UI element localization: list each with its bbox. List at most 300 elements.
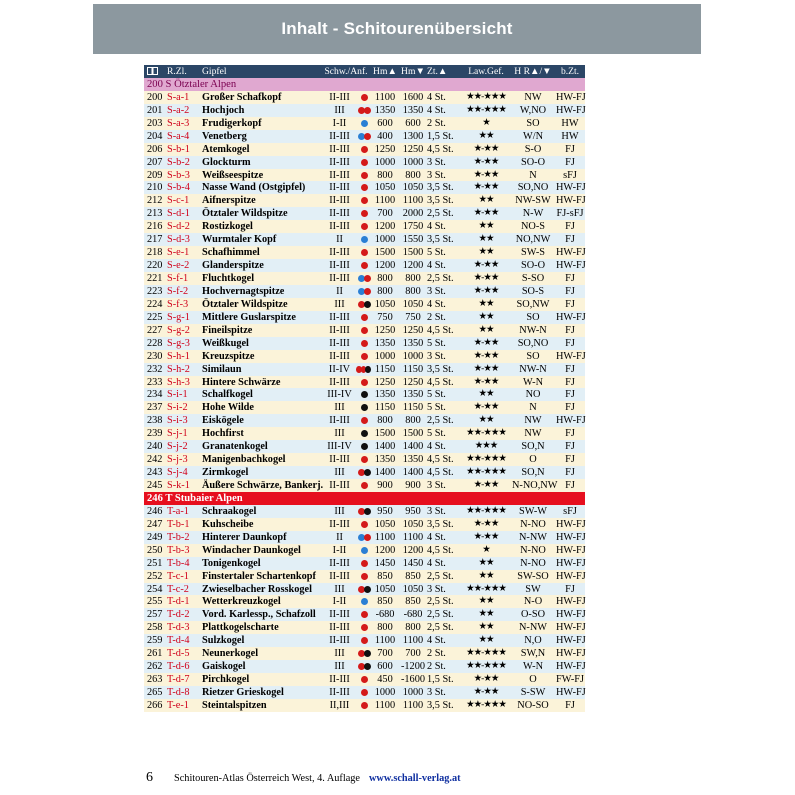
avalanche-rating: ★★ (478, 298, 494, 309)
slope-aspect: NW (524, 415, 542, 427)
route-code: S-e-1 (167, 247, 190, 259)
ascent-time: 3,5 St. (427, 518, 454, 530)
best-season: FJ (565, 324, 575, 336)
route-code: T-b-3 (167, 544, 190, 556)
summit-name: Mittlere Guslarspitze (202, 311, 296, 323)
best-season: FJ (565, 273, 575, 284)
table-row[interactable] (144, 531, 585, 544)
difficulty: III (334, 583, 345, 595)
summit-name: Tonigenkogel (202, 557, 261, 569)
tour-number: 262 (147, 661, 163, 673)
best-season: HW-FJ (556, 661, 586, 673)
difficulty: II-III (329, 260, 350, 272)
summit-name: Granatenkogel (202, 441, 268, 453)
table-row[interactable] (144, 466, 585, 479)
ascent-time: 3 St. (427, 505, 446, 517)
ascent-time: 3 St. (427, 350, 446, 362)
table-row[interactable] (144, 570, 585, 583)
tour-number: 232 (147, 363, 163, 375)
route-code: T-d-5 (167, 648, 190, 660)
avalanche-rating: ★★ (478, 324, 494, 335)
ascent-meters: 700 (377, 208, 393, 220)
tour-number: 204 (147, 130, 163, 142)
slope-aspect: SW,N (520, 648, 546, 660)
difficulty-dot-icon (364, 301, 371, 308)
tour-table (144, 65, 585, 712)
descent-meters: 1000 (402, 687, 424, 698)
difficulty-dot-icon (361, 159, 368, 166)
avalanche-rating: ★★ (478, 389, 494, 400)
summit-name: Ötztaler Wildspitze (202, 298, 288, 310)
header-law: Law.Gef. (468, 66, 504, 77)
ascent-time: 4 St. (427, 104, 446, 116)
table-row[interactable] (144, 634, 585, 647)
ascent-time: 3 St. (427, 583, 446, 595)
table-row[interactable] (144, 298, 585, 311)
slope-aspect: SO (526, 311, 540, 323)
route-code: S-a-3 (167, 117, 190, 129)
ascent-time: 4 St. (427, 260, 446, 272)
page-banner (93, 4, 701, 54)
difficulty: II-III (329, 518, 350, 530)
difficulty-dot-icon (361, 547, 368, 554)
slope-aspect: N-NO (520, 544, 546, 556)
tour-number: 201 (147, 104, 163, 116)
tour-number: 250 (147, 544, 163, 556)
difficulty-dot-icon (361, 94, 368, 101)
summit-name: Hohe Wilde (202, 402, 254, 414)
descent-meters: 1100 (402, 531, 424, 543)
summit-name: Fluchtkogel (202, 273, 255, 284)
route-code: S-h-3 (167, 376, 190, 388)
ascent-meters: 1050 (374, 182, 396, 194)
table-row[interactable] (144, 363, 585, 376)
header-gipfel: Gipfel (202, 66, 227, 77)
route-code: S-b-2 (167, 156, 190, 168)
difficulty-dot-icon (364, 275, 371, 282)
slope-aspect: SW-S (520, 247, 546, 259)
header-hm-up: Hm▲ (373, 66, 397, 77)
route-code: S-j-3 (167, 454, 188, 466)
tour-number: 265 (147, 687, 163, 698)
ascent-time: 4 St. (427, 441, 446, 453)
route-code: S-c-1 (167, 195, 190, 207)
ascent-meters: 800 (377, 285, 393, 297)
descent-meters: 1350 (402, 104, 424, 116)
descent-meters: 800 (405, 169, 421, 181)
difficulty-dots (359, 660, 373, 673)
ascent-meters: 1050 (374, 298, 396, 310)
slope-aspect: W/N (522, 130, 543, 142)
tour-number: 221 (147, 273, 163, 284)
difficulty-dot-icon (361, 236, 368, 243)
tour-number: 233 (147, 376, 163, 388)
tour-number: 218 (147, 247, 163, 259)
ascent-time: 4 St. (427, 91, 446, 103)
best-season: FJ (565, 480, 575, 491)
descent-meters: 800 (405, 415, 421, 427)
table-row[interactable] (144, 557, 585, 570)
difficulty-dots (359, 272, 373, 285)
avalanche-rating: ★★ (478, 311, 494, 322)
best-season: HW-FJ (556, 195, 586, 207)
ascent-meters: 1250 (374, 143, 396, 155)
summit-name: Hinterer Daunkopf (202, 531, 287, 543)
slope-aspect: NW (524, 91, 542, 103)
avalanche-rating: ★★-★★★ (466, 104, 506, 115)
tour-number: 240 (147, 441, 163, 453)
slope-aspect: NO-SO (517, 699, 549, 711)
difficulty-dot-icon (361, 391, 368, 398)
difficulty-dots (359, 583, 373, 596)
table-row[interactable] (144, 621, 585, 634)
table-row[interactable] (144, 595, 585, 608)
slope-aspect: S-SW (520, 687, 546, 698)
ascent-meters: 1050 (374, 518, 396, 530)
best-season: sFJ (563, 505, 577, 517)
descent-meters: 800 (405, 273, 421, 284)
difficulty-dots (359, 505, 373, 518)
descent-meters: 1600 (402, 91, 424, 103)
difficulty: II-III (329, 143, 350, 155)
table-row[interactable] (144, 233, 585, 246)
ascent-time: 2 St. (427, 661, 446, 673)
route-code: S-b-4 (167, 182, 190, 194)
ascent-meters: 1350 (374, 104, 396, 116)
slope-aspect: N-NO,NW (512, 480, 558, 491)
slope-aspect: NW-SW (515, 195, 551, 207)
descent-meters: 850 (405, 596, 421, 608)
table-row[interactable] (144, 608, 585, 621)
route-code: T-d-4 (167, 635, 190, 647)
difficulty: II-III (329, 91, 350, 103)
difficulty: II-III (329, 182, 350, 194)
best-season: HW-FJ (556, 91, 586, 103)
difficulty-dot-icon (361, 223, 368, 230)
table-row[interactable] (144, 311, 585, 324)
table-row[interactable] (144, 699, 585, 712)
table-row[interactable] (144, 194, 585, 207)
tour-number: 234 (147, 389, 163, 401)
best-season: HW-FJ (556, 622, 586, 634)
ascent-meters: 600 (377, 117, 393, 129)
header-hm-down: Hm▼ (401, 66, 425, 77)
header-schw: Schw./Anf. (324, 66, 368, 77)
table-row[interactable] (144, 259, 585, 272)
best-season: FJ (565, 699, 575, 711)
ascent-meters: 450 (377, 674, 393, 686)
summit-name: Wurmtaler Kopf (202, 234, 277, 246)
difficulty: II-III (329, 156, 350, 168)
avalanche-rating: ★-★★ (473, 480, 499, 490)
route-code: S-b-3 (167, 169, 190, 181)
table-row[interactable] (144, 117, 585, 130)
difficulty-dot-icon (364, 586, 371, 593)
best-season: FJ (565, 143, 575, 155)
table-row[interactable] (144, 324, 585, 337)
best-season: FJ-sFJ (556, 208, 584, 220)
ascent-meters: 1350 (374, 454, 396, 466)
difficulty-dot-icon (361, 327, 368, 334)
slope-aspect: SO,NO (517, 182, 549, 194)
route-code: S-j-2 (167, 441, 188, 453)
summit-name: Aifnerspitze (202, 195, 256, 207)
route-code: S-j-4 (167, 467, 188, 479)
route-code: S-d-3 (167, 234, 190, 246)
difficulty-dots (359, 285, 373, 298)
ascent-meters: 1050 (374, 583, 396, 595)
difficulty-dot-icon (361, 417, 368, 424)
table-row[interactable] (144, 479, 585, 492)
route-code: S-k-1 (167, 480, 190, 491)
summit-name: Glanderspitze (202, 260, 264, 272)
difficulty: II-III (329, 337, 350, 349)
summit-name: Venetberg (202, 130, 247, 142)
avalanche-rating: ★★ (478, 570, 494, 581)
difficulty-dot-icon (361, 560, 368, 567)
tour-number: 246 (147, 505, 163, 517)
slope-aspect: SO-O (520, 156, 546, 168)
table-row[interactable] (144, 388, 585, 401)
avalanche-rating: ★-★★ (473, 402, 499, 413)
ascent-meters: 800 (377, 415, 393, 427)
ascent-meters: 1200 (374, 260, 396, 272)
summit-name: Hochjoch (202, 104, 245, 116)
difficulty: II (336, 285, 343, 297)
route-code: S-a-4 (167, 130, 190, 142)
publisher-link[interactable]: www.schall-verlag.at (369, 773, 461, 784)
table-row[interactable] (144, 414, 585, 427)
avalanche-rating: ★★★ (474, 441, 498, 452)
tour-number: 230 (147, 350, 163, 362)
difficulty: II-III (329, 324, 350, 336)
avalanche-rating: ★★ (478, 635, 494, 646)
tour-number: 238 (147, 415, 163, 427)
best-season: FJ (565, 298, 575, 310)
route-code: S-h-1 (167, 350, 190, 362)
table-row[interactable] (144, 220, 585, 233)
ascent-time: 2,5 St. (427, 415, 454, 427)
table-row[interactable] (144, 246, 585, 259)
best-season: HW-FJ (556, 635, 586, 647)
tour-number: 217 (147, 234, 163, 246)
ascent-meters: 1000 (374, 350, 396, 362)
avalanche-rating: ★-★★ (473, 208, 499, 219)
descent-meters: 1200 (402, 260, 424, 272)
table-row[interactable] (144, 181, 585, 194)
slope-aspect: NW-N (519, 324, 547, 336)
tour-number: 243 (147, 467, 163, 479)
section-title: 200 S Ötztaler Alpen (147, 78, 237, 90)
best-season: FJ (565, 467, 575, 479)
best-season: sFJ (563, 169, 577, 181)
best-season: FJ (565, 376, 575, 388)
summit-name: Weißseespitze (202, 169, 264, 181)
difficulty-dot-icon (361, 482, 368, 489)
table-header (144, 65, 585, 78)
table-row[interactable] (144, 518, 585, 531)
table-row[interactable] (144, 130, 585, 143)
tour-number: 216 (147, 221, 163, 233)
route-code: T-d-6 (167, 661, 190, 673)
table-row[interactable] (144, 376, 585, 389)
table-row[interactable] (144, 285, 585, 298)
route-code: T-c-1 (167, 570, 189, 582)
slope-aspect: S-SO (521, 273, 545, 284)
tour-number: 224 (147, 298, 163, 310)
table-row[interactable] (144, 143, 585, 156)
difficulty-dot-icon (364, 469, 371, 476)
table-row[interactable] (144, 453, 585, 466)
section-header (144, 78, 585, 91)
descent-meters: 1050 (402, 182, 424, 194)
slope-aspect: W,NO (519, 104, 547, 116)
ascent-meters: 850 (377, 570, 393, 582)
descent-meters: 1000 (402, 156, 424, 168)
table-row[interactable] (144, 440, 585, 453)
avalanche-rating: ★★ (478, 622, 494, 633)
avalanche-rating: ★-★★ (473, 273, 499, 283)
descent-meters: 1300 (402, 130, 424, 142)
difficulty-dot-icon (364, 508, 371, 515)
table-row[interactable] (144, 91, 585, 104)
table-row[interactable] (144, 427, 585, 440)
table-row[interactable] (144, 104, 585, 117)
difficulty: III (334, 505, 345, 517)
ascent-time: 3 St. (427, 687, 446, 698)
route-code: T-b-1 (167, 518, 190, 530)
avalanche-rating: ★-★★ (473, 376, 499, 387)
summit-name: Windacher Daunkogel (202, 544, 301, 556)
table-row[interactable] (144, 673, 585, 686)
avalanche-rating: ★-★★ (473, 337, 499, 348)
slope-aspect: SO,NO (517, 337, 549, 349)
difficulty-dot-icon (361, 573, 368, 580)
tour-number: 212 (147, 195, 163, 207)
ascent-meters: 950 (377, 505, 393, 517)
best-season: HW-FJ (556, 687, 586, 698)
table-row[interactable] (144, 583, 585, 596)
route-code: S-f-3 (167, 298, 189, 310)
difficulty-dot-icon (365, 366, 371, 373)
ascent-meters: 1000 (374, 687, 396, 698)
ascent-time: 4 St. (427, 635, 446, 647)
best-season: HW-FJ (556, 609, 586, 621)
route-code: S-e-2 (167, 260, 190, 272)
route-code: S-a-2 (167, 104, 190, 116)
difficulty-dot-icon (361, 521, 368, 528)
difficulty-dot-icon (361, 210, 368, 217)
avalanche-rating: ★-★★ (473, 143, 499, 154)
summit-name: Similaun (202, 363, 242, 375)
ascent-time: 5 St. (427, 428, 446, 440)
tour-number: 228 (147, 337, 163, 349)
ascent-meters: 1100 (374, 195, 396, 207)
avalanche-rating: ★★-★★★ (466, 91, 506, 102)
table-row[interactable] (144, 647, 585, 660)
ascent-time: 4 St. (427, 298, 446, 310)
table-row[interactable] (144, 350, 585, 363)
difficulty: II-III (329, 273, 350, 284)
ascent-time: 4,5 St. (427, 454, 454, 466)
avalanche-rating: ★★ (478, 247, 494, 258)
tour-number: 203 (147, 117, 163, 129)
tour-number: 261 (147, 648, 163, 660)
tour-number: 206 (147, 143, 163, 155)
table-row[interactable] (144, 169, 585, 182)
table-row[interactable] (144, 337, 585, 350)
table-row[interactable] (144, 505, 585, 518)
difficulty-dot-icon (361, 184, 368, 191)
descent-meters: 1400 (402, 441, 424, 453)
summit-name: Kuhscheibe (202, 518, 254, 530)
descent-meters: 950 (405, 505, 421, 517)
ascent-meters: 1150 (374, 363, 396, 375)
avalanche-rating: ★★ (478, 415, 494, 426)
difficulty: III (334, 428, 345, 440)
summit-name: Nasse Wand (Ostgipfel) (202, 182, 306, 194)
tour-number: 247 (147, 518, 163, 530)
tour-number: 266 (147, 699, 163, 711)
table-row[interactable] (144, 544, 585, 557)
difficulty-dot-icon (361, 611, 368, 618)
best-season: FJ (565, 221, 575, 233)
ascent-time: 5 St. (427, 402, 446, 414)
summit-name: Eiskögele (202, 415, 244, 427)
difficulty-dots (359, 647, 373, 660)
summit-name: Hochvernagtspitze (202, 285, 285, 297)
difficulty: II-III (329, 557, 350, 569)
difficulty: III (334, 661, 345, 673)
avalanche-rating: ★-★★ (473, 674, 499, 685)
route-code: T-d-3 (167, 622, 190, 634)
difficulty: II-III (329, 454, 350, 466)
avalanche-rating: ★★ (478, 557, 494, 568)
difficulty: III (334, 467, 345, 479)
difficulty-dot-icon (361, 689, 368, 696)
descent-meters: 1350 (402, 337, 424, 349)
descent-meters: -1200 (400, 661, 426, 673)
table-row[interactable] (144, 272, 585, 285)
descent-meters: 1550 (402, 234, 424, 246)
difficulty-dot-icon (364, 663, 371, 670)
tour-number: 225 (147, 311, 163, 323)
table-row[interactable] (144, 207, 585, 220)
best-season: HW (561, 117, 579, 129)
slope-aspect: W-N (522, 376, 543, 388)
ascent-meters: 1400 (374, 441, 396, 453)
best-season: FJ (565, 441, 575, 453)
table-row[interactable] (144, 156, 585, 169)
ascent-time: 4,5 St. (427, 324, 454, 336)
ascent-time: 3 St. (427, 480, 446, 491)
summit-name: Zirmkogel (202, 467, 249, 479)
ascent-time: 3,5 St. (427, 699, 454, 711)
avalanche-rating: ★-★★ (473, 260, 499, 271)
route-code: S-b-1 (167, 143, 190, 155)
slope-aspect: SO-O (520, 260, 546, 272)
ascent-time: 4 St. (427, 531, 446, 543)
table-row[interactable] (144, 401, 585, 414)
slope-aspect: N (529, 402, 537, 414)
route-code: S-d-1 (167, 208, 190, 220)
table-row[interactable] (144, 686, 585, 699)
table-row[interactable] (144, 660, 585, 673)
header-bzt: b.Zt. (560, 66, 580, 77)
slope-aspect: NO (525, 389, 541, 401)
avalanche-rating: ★★-★★★ (466, 583, 506, 594)
difficulty-dots (357, 363, 371, 376)
